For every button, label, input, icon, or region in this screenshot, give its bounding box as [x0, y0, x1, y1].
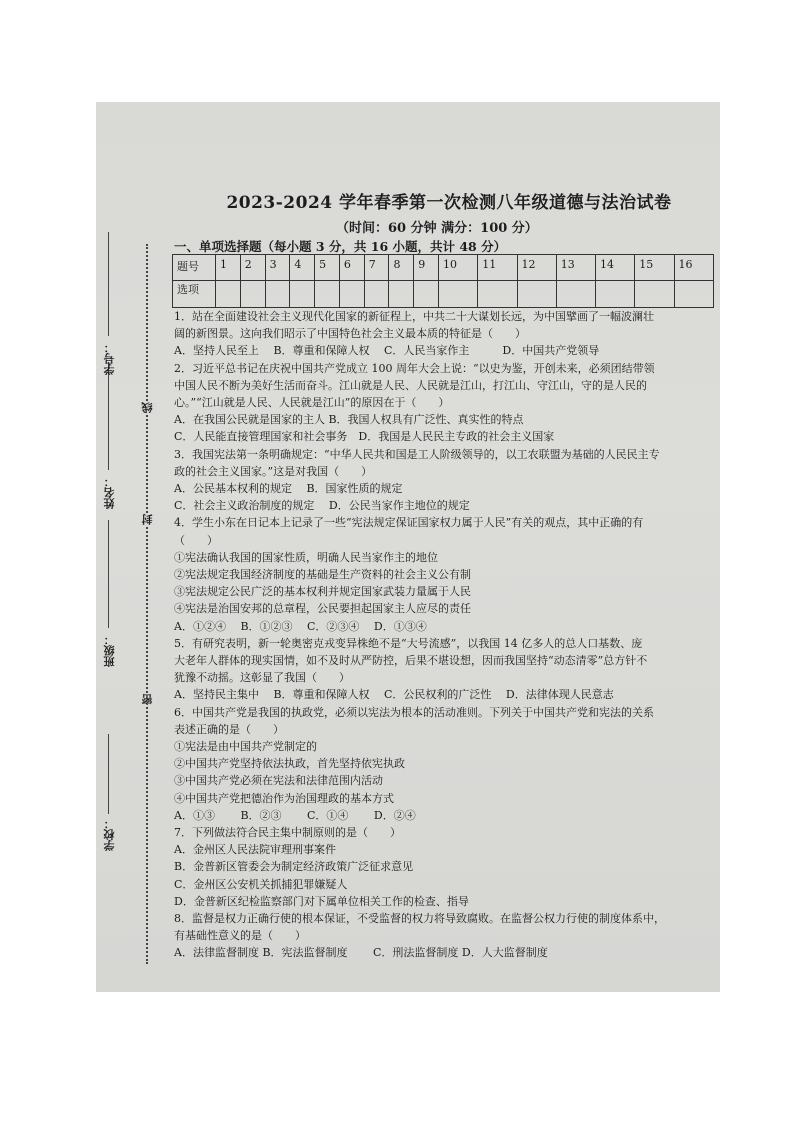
answer-cell[interactable]	[635, 281, 674, 308]
question-line: 2．习近平总书记在庆祝中国共产党成立 100 周年大会上说：“以史为鉴，开创未来，必须团结带领	[174, 361, 655, 375]
answer-cell[interactable]	[674, 281, 713, 308]
exam-title: 2023-2024 学年春季第一次检测八年级道德与法治试卷	[226, 193, 672, 213]
question-line: C．人民能直接管理国家和社会事务 D．我国是人民民主专政的社会主义国家	[174, 430, 555, 444]
question-line: 犹豫不动摇。这彰显了我国（ ）	[174, 671, 350, 685]
qnum-cell: 2	[240, 255, 265, 281]
question-line: （ ）	[174, 533, 218, 547]
answer-cell[interactable]	[439, 281, 478, 308]
question-line: ④中国共产党把德治作为治国理政的基本方式	[174, 791, 394, 805]
answer-cell[interactable]	[290, 281, 315, 308]
class-line	[108, 520, 109, 628]
answer-cell[interactable]	[596, 281, 635, 308]
exam-sheet	[96, 102, 720, 992]
row-label-answer: 选项	[173, 281, 216, 308]
answer-cell[interactable]	[240, 281, 265, 308]
question-line: A．①③ B．②③ C．①④ D．②④	[174, 808, 416, 822]
question-line: 政的社会主义国家。”这是对我国（ ）	[174, 464, 373, 478]
answer-cell[interactable]	[339, 281, 364, 308]
question-line: ③中国共产党必须在宪法和法律范围内活动	[174, 774, 383, 788]
qnum-cell: 10	[439, 255, 478, 281]
qnum-cell: 7	[364, 255, 389, 281]
section-heading: 一、单项选择题（每小题 3 分，共 16 小题，共计 48 分）	[174, 239, 507, 254]
question-line: A．法律监督制度 B．宪法监督制度 C．刑法监督制度 D．人大监督制度	[174, 946, 548, 960]
answer-cell[interactable]	[364, 281, 389, 308]
exam-photo	[96, 102, 720, 992]
question-line: 4．学生小东在日记本上记录了一些“宪法规定保证国家权力属于人民”有关的观点，其中正确的有	[174, 516, 644, 530]
question-line: ②宪法规定我国经济制度的基础是生产资料的社会主义公有制	[174, 568, 471, 581]
name-line	[108, 362, 109, 470]
question-line: C．社会主义政治制度的规定 D．公民当家作主地位的规定	[174, 499, 470, 513]
qnum-cell: 4	[290, 255, 315, 281]
answer-cell[interactable]	[389, 281, 414, 308]
answer-cell[interactable]	[556, 281, 595, 308]
question-line: 阔的新图景。这向我们昭示了中国特色社会主义最本质的特征是（ ）	[174, 327, 526, 341]
binding-strip	[96, 102, 176, 992]
qnum-cell: 11	[478, 255, 517, 281]
answer-row	[173, 281, 714, 308]
qnum-cell: 16	[674, 255, 713, 281]
question-line: D．金普新区纪检监察部门对下属单位相关工作的检查、指导	[174, 894, 469, 908]
question-line: 5．有研究表明，新一轮奥密克戎变异株绝不是“大号流感”，以我国 14 亿多人的总人口基数、庞	[174, 636, 643, 650]
number-line	[108, 232, 109, 336]
answer-table	[172, 254, 714, 308]
question-line: 有基础性意义的是（ ）	[174, 929, 306, 943]
question-line: A．金州区人民法院审理刑事案件	[174, 843, 336, 857]
exam-subtitle: （时间：60 分钟 满分：100 分）	[336, 221, 538, 236]
answer-cell[interactable]	[517, 281, 556, 308]
question-line: A．坚持民主集中 B．尊重和保障人权 C．公民权利的广泛性 D．法律体现人民意志	[174, 688, 614, 702]
seal-char-mi: 密	[141, 694, 154, 705]
question-line: 1．站在全面建设社会主义现代化国家的新征程上，中共二十大谋划长远，为中国擘画了一幅波澜壮	[174, 310, 654, 323]
question-line: ①宪法确认我国的国家性质，明确人民当家作主的地位	[174, 550, 438, 564]
qnum-cell: 8	[389, 255, 414, 281]
question-line: C．金州区公安机关抓捕犯罪嫌疑人	[174, 877, 348, 891]
question-line: 中国人民不断为美好生活而奋斗。江山就是人民、人民就是江山，打江山、守江山，守的是人民的	[174, 378, 647, 392]
qnum-cell: 12	[517, 255, 556, 281]
question-line: 7．下列做法符合民主集中制原则的是（ ）	[174, 826, 401, 839]
qnum-cell: 14	[596, 255, 635, 281]
qnum-cell: 15	[635, 255, 674, 281]
number-label: 学号：	[103, 342, 116, 375]
row-label-number: 题号	[173, 255, 216, 281]
question-line: 表述正确的是（ ）	[174, 722, 284, 736]
question-line: A．公民基本权利的规定 B．国家性质的规定	[174, 482, 403, 495]
school-line	[108, 734, 109, 814]
question-line: ④宪法是治国安邦的总章程，公民要担起国家主人应尽的责任	[174, 602, 471, 616]
qnum-cell: 3	[265, 255, 290, 281]
question-line: 6．中国共产党是我国的执政党，必须以宪法为根本的活动准则。下列关于中国共产党和宪法的关系	[174, 705, 654, 719]
qnum-cell: 6	[339, 255, 364, 281]
name-label: 姓名：	[103, 476, 116, 509]
question-line: A．在我国公民就是国家的主人 B．我国人权具有广泛性、真实性的特点	[174, 413, 524, 427]
question-line: ②中国共产党坚持依法执政，首先坚持依宪执政	[174, 757, 405, 771]
school-label: 学校：	[103, 818, 116, 851]
answer-cell[interactable]	[414, 281, 439, 308]
question-line: ③宪法规定公民广泛的基本权利并规定国家武装力量属于人民	[174, 585, 471, 599]
question-line: A．坚持人民至上 B．尊重和保障人权 C．人民当家作主 D．中国共产党领导	[174, 344, 600, 358]
question-line: 大老年人群体的现实国情，如不及时从严防控，后果不堪设想，因而我国坚持“动态清零”总方针不	[174, 654, 648, 667]
qnum-cell: 5	[315, 255, 340, 281]
qnum-cell: 9	[414, 255, 439, 281]
qnum-cell: 1	[216, 255, 241, 281]
answer-cell[interactable]	[478, 281, 517, 308]
answer-cell[interactable]	[315, 281, 340, 308]
question-line: A．①②④ B．①②③ C．②③④ D．①③④	[174, 619, 427, 633]
answer-cell[interactable]	[216, 281, 241, 308]
qnum-cell: 13	[556, 255, 595, 281]
question-line: 8．监督是权力正确行使的根本保证，不受监督的权力将导致腐败。在监督公权力行使的制度体系中，	[174, 912, 665, 925]
question-line: B．金普新区管委会为制定经济政策广泛征求意见	[174, 860, 414, 874]
seal-dotted-line	[146, 244, 148, 964]
question-number-row	[173, 255, 714, 281]
question-line: ①宪法是由中国共产党制定的	[174, 740, 317, 753]
class-label: 班级：	[103, 634, 116, 667]
question-line: 3．我国宪法第一条明确规定：“中华人民共和国是工人阶级领导的，以工农联盟为基础的人民民主专	[174, 447, 660, 461]
question-line: 心。”“江山就是人民、人民就是江山”的原因在于（ ）	[174, 396, 450, 409]
seal-char-xian: 线	[141, 402, 154, 413]
answer-cell[interactable]	[265, 281, 290, 308]
seal-char-feng: 封	[141, 514, 154, 525]
